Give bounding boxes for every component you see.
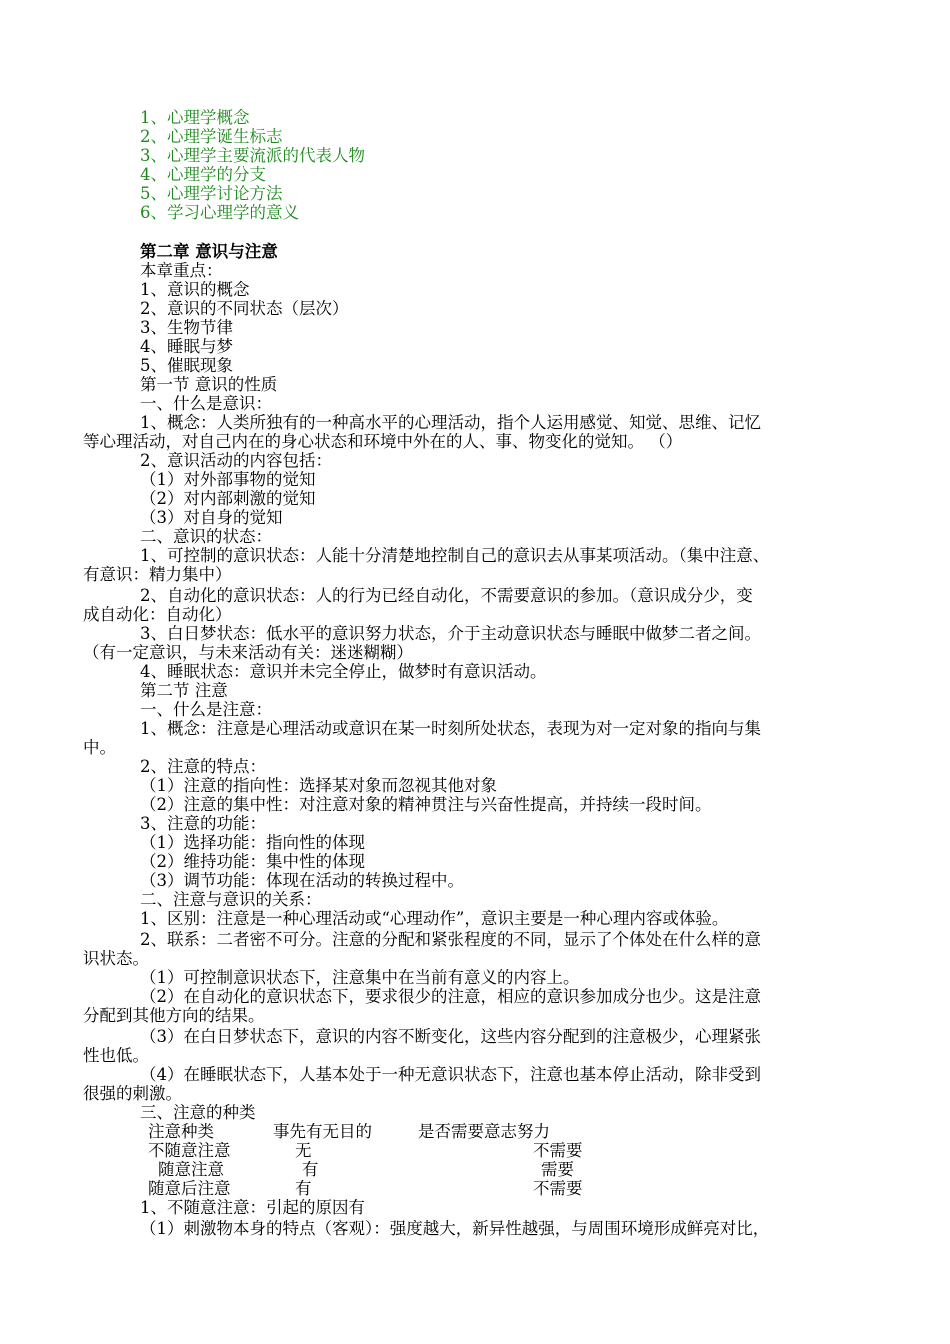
- paragraph-line: 2、联系：二者密不可分。注意的分配和紧张程度的不同，显示了个体处在什么样的意: [140, 930, 761, 949]
- subheading: 一、什么是意识：: [140, 394, 272, 413]
- paragraph-line: 2、自动化的意识状态：人的行为已经自动化，不需要意识的参加。（意识成分少，变: [140, 586, 753, 605]
- paragraph-line: 2、意识活动的内容包括：: [140, 451, 332, 470]
- table-cell: 有: [302, 1160, 319, 1179]
- paragraph-line: 性也低。: [83, 1046, 149, 1065]
- subheading: 一、什么是注意：: [140, 700, 272, 719]
- table-cell: 无: [295, 1141, 312, 1160]
- table-header-cell: 注意种类: [148, 1122, 214, 1141]
- paragraph-line: 1、概念：人类所独有的一种高水平的心理活动，指个人运用感觉、知觉、思维、记忆: [140, 413, 761, 432]
- paragraph-line: 3、白日梦状态：低水平的意识努力状态，介于主动意识状态与睡眠中做梦二者之间。: [140, 624, 761, 643]
- toc-item: 3、心理学主要流派的代表人物: [140, 146, 365, 165]
- section-title: 第一节 意识的性质: [140, 375, 278, 394]
- paragraph-line: （2）在自动化的意识状态下，要求很少的注意，相应的意识参加成分也少。这是注意: [140, 987, 761, 1006]
- table-cell: 需要: [541, 1160, 574, 1179]
- paragraph-line: 成自动化：自动化）: [83, 605, 232, 624]
- paragraph-line: 有意识：精力集中）: [83, 565, 232, 584]
- key-point: 5、催眠现象: [140, 356, 233, 375]
- key-point: 4、睡眠与梦: [140, 337, 233, 356]
- table-cell: 不需要: [533, 1179, 583, 1198]
- paragraph-line: 4、睡眠状态：意识并未完全停止，做梦时有意识活动。: [140, 662, 547, 681]
- table-cell: 有: [295, 1179, 312, 1198]
- paragraph-line: 3、注意的功能：: [140, 814, 266, 833]
- list-item: （2）注意的集中性：对注意对象的精神贯注与兴奋性提高，并持续一段时间。: [140, 795, 712, 814]
- toc-item: 2、心理学诞生标志: [140, 127, 283, 146]
- toc-item: 1、心理学概念: [140, 108, 250, 127]
- paragraph-line: 1、可控制的意识状态：人能十分清楚地控制自己的意识去从事某项活动。（集中注意、: [140, 546, 770, 565]
- paragraph-line: 识状态。: [83, 949, 149, 968]
- key-point: 2、意识的不同状态（层次）: [140, 299, 349, 318]
- list-item: （1）注意的指向性：选择某对象而忽视其他对象: [140, 776, 497, 795]
- paragraph-line: （1）刺激物本身的特点（客观）：强度越大，新异性越强，与周围环境形成鲜亮对比，: [140, 1219, 770, 1238]
- subheading: 二、注意与意识的关系：: [140, 890, 322, 909]
- list-item: （3）对自身的觉知: [140, 508, 283, 527]
- toc-item: 4、心理学的分支: [140, 165, 266, 184]
- paragraph-line: 1、不随意注意：引起的原因有: [140, 1198, 365, 1217]
- table-cell: 不随意注意: [148, 1141, 231, 1160]
- paragraph-line: 1、概念：注意是心理活动或意识在某一时刻所处状态，表现为对一定对象的指向与集: [140, 719, 761, 738]
- paragraph-line: 中。: [83, 738, 116, 757]
- key-point: 1、意识的概念: [140, 280, 250, 299]
- table-cell: 不需要: [533, 1141, 583, 1160]
- subheading: 三、注意的种类: [140, 1103, 256, 1122]
- list-item: （1）对外部事物的觉知: [140, 470, 316, 489]
- section-title: 第二节 注意: [140, 681, 228, 700]
- paragraph-line: （1）可控制意识状态下，注意集中在当前有意义的内容上。: [140, 968, 580, 987]
- table-cell: 随意后注意: [148, 1179, 231, 1198]
- paragraph-line: （3）在白日梦状态下，意识的内容不断变化，这些内容分配到的注意极少，心理紧张: [140, 1027, 761, 1046]
- paragraph-line: 等心理活动，对自己内在的身心状态和环境中外在的人、事、物变化的觉知。 （）: [83, 432, 683, 451]
- list-item: （2）对内部刺激的觉知: [140, 489, 316, 508]
- table-header-cell: 是否需要意志努力: [418, 1122, 550, 1141]
- list-item: （3）调节功能：体现在活动的转换过程中。: [140, 871, 464, 890]
- subheading: 二、意识的状态：: [140, 527, 272, 546]
- chapter-title: 第二章 意识与注意: [140, 242, 278, 261]
- table-header-cell: 事先有无目的: [273, 1122, 372, 1141]
- table-cell: 随意注意: [158, 1160, 224, 1179]
- paragraph-line: 2、注意的特点：: [140, 757, 266, 776]
- key-points-label: 本章重点：: [140, 261, 223, 280]
- paragraph-line: 很强的刺激。: [83, 1084, 182, 1103]
- list-item: （1）选择功能：指向性的体现: [140, 833, 365, 852]
- paragraph-line: （4）在睡眠状态下，人基本处于一种无意识状态下，注意也基本停止活动，除非受到: [140, 1065, 761, 1084]
- paragraph-line: 1、区别：注意是一种心理活动或“心理动作”，意识主要是一种心理内容或体验。: [140, 909, 729, 928]
- paragraph-line: 分配到其他方向的结果。: [83, 1006, 265, 1025]
- toc-item: 5、心理学讨论方法: [140, 184, 283, 203]
- toc-item: 6、学习心理学的意义: [140, 203, 299, 222]
- list-item: （2）维持功能：集中性的体现: [140, 852, 365, 871]
- paragraph-line: （有一定意识，与未来活动有关：迷迷糊糊）: [83, 643, 413, 662]
- key-point: 3、生物节律: [140, 318, 233, 337]
